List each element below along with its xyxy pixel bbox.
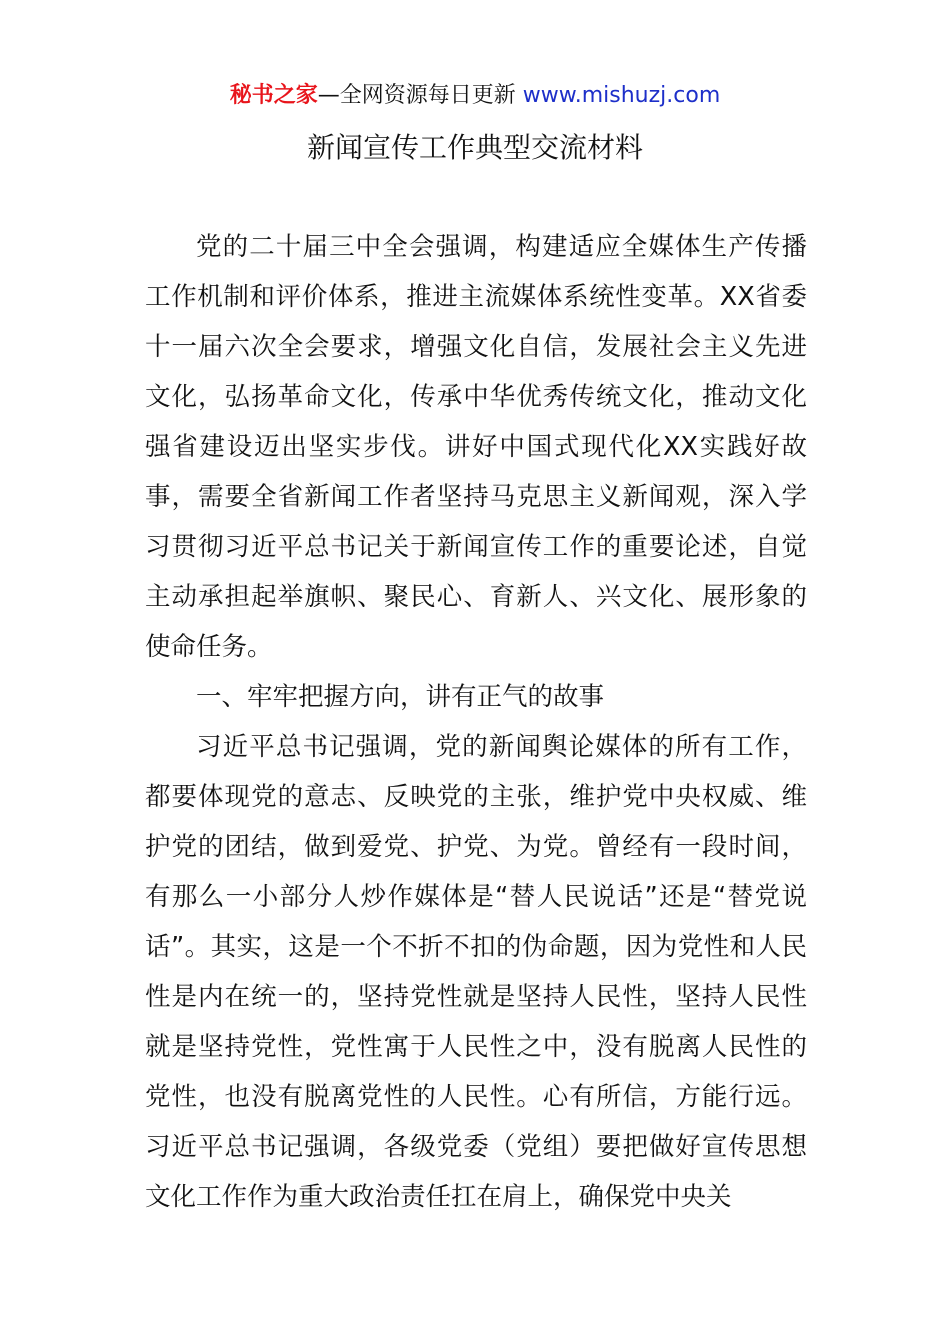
intro-paragraph: 党的二十届三中全会强调，构建适应全媒体生产传播工作机制和评价体系，推进主流媒体系统性变革。XX省委十一届六次全会要求，增强文化自信，发展社会主义先进文化，弘扬革命文化，传承中华优秀传统文化，推动文化强省建设迈出坚实步伐。讲好中国式现代化XX实践好故事，需要全省新闻工作者坚持马克思主义新闻观，深入学习贯彻习近平总书记关于新闻宣传工作的重要论述，自觉主动承担起举旗帜、聚民心、育新人、兴文化、展形象的使命任务。 xyxy=(145,232,807,662)
section-heading: 一、牢牢把握方向，讲有正气的故事 xyxy=(196,682,605,712)
brand-name: 秘书之家 xyxy=(229,83,318,108)
site-url-link[interactable]: www.mishuzj.com xyxy=(522,83,721,108)
site-header xyxy=(0,80,950,112)
document-title: 新闻宣传工作典型交流材料 xyxy=(306,131,643,164)
section-paragraph: 习近平总书记强调，党的新闻舆论媒体的所有工作，都要体现党的意志、反映党的主张，维护党中央权威、维护党的团结，做到爱党、护党、为党。曾经有一段时间，有那么一小部分人炒作媒体是“替人民说话”还是“替党说话”。其实，这是一个不折不扣的伪命题，因为党性和人民性是内在统一的，坚持党性就是坚持人民性，坚持人民性就是坚持党性，党性寓于人民性之中，没有脱离人民性的党性，也没有脱离党性的人民性。心有所信，方能行远。习近平总书记强调，各级党委（党组）要把做好宣传思想文化工作作为重大政治责任扛在肩上，确保党中央关 xyxy=(145,732,807,1212)
header-tagline: —全网资源每日更新 xyxy=(317,83,516,108)
document-body xyxy=(145,222,807,1222)
